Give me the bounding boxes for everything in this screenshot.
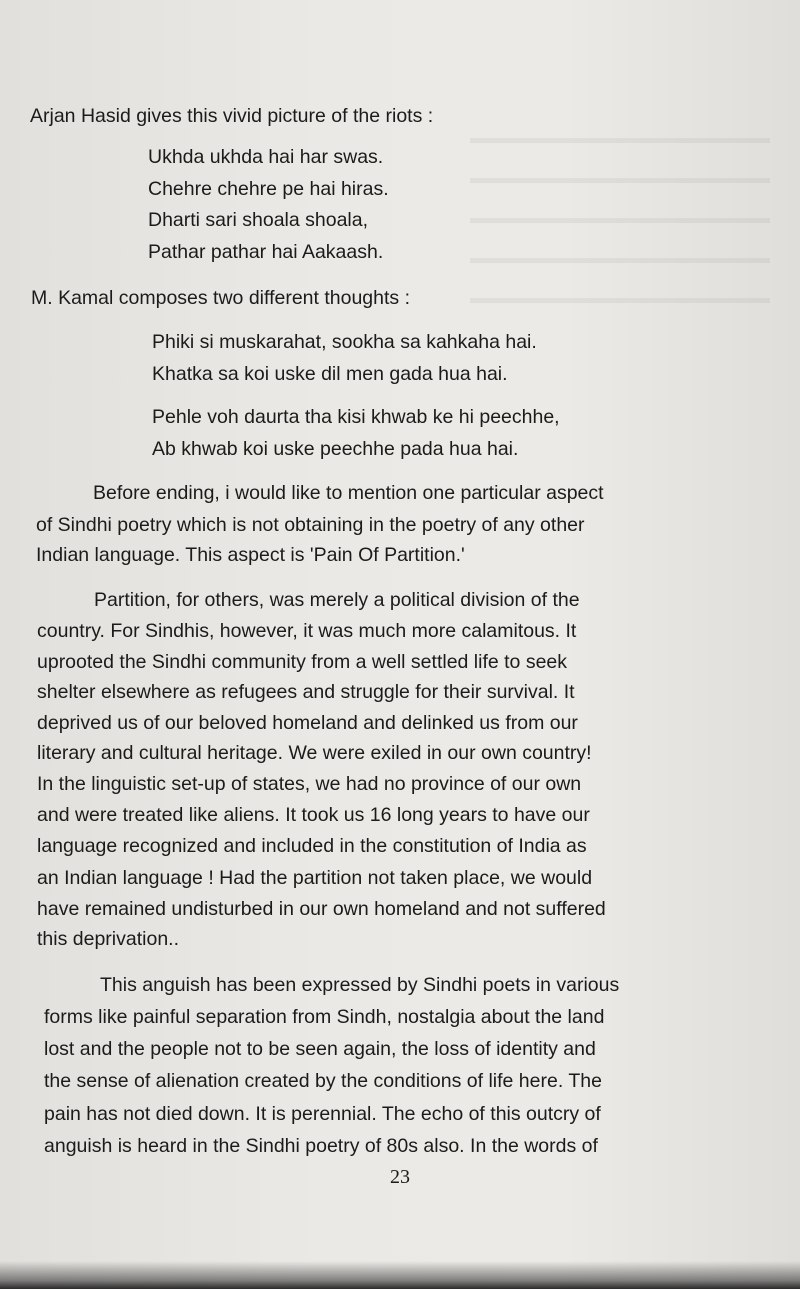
paragraph-2-line-1: Partition, for others, was merely a political division of the: [94, 589, 580, 611]
paragraph-3-line-2: forms like painful separation from Sindh, nostalgia about the land: [44, 1006, 605, 1028]
paragraph-2-line-2: country. For Sindhis, however, it was much more calamitous. It: [37, 620, 577, 642]
paragraph-3-line-4: the sense of alienation created by the conditions of life here. The: [44, 1070, 602, 1092]
verse-1-line-3: Dharti sari shoala shoala,: [148, 209, 369, 231]
paragraph-1-line-3: Indian language. This aspect is 'Pain Of Partition.': [36, 544, 465, 566]
paragraph-2-line-11: have remained undisturbed in our own homeland and not suffered: [37, 898, 606, 920]
paragraph-3-line-5: pain has not died down. It is perennial. The echo of this outcry of: [44, 1103, 601, 1125]
paragraph-2-line-5: deprived us of our beloved homeland and delinked us from our: [37, 712, 578, 734]
show-through-text: [470, 110, 770, 310]
intro-line-1: Arjan Hasid gives this vivid picture of the riots :: [30, 105, 434, 127]
verse-2-line-1: Phiki si muskarahat, sookha sa kahkaha hai.: [152, 331, 537, 353]
paragraph-1-line-2: of Sindhi poetry which is not obtaining in the poetry of any other: [36, 514, 585, 536]
paragraph-2-line-6: literary and cultural heritage. We were exiled in our own country!: [37, 742, 592, 764]
page-number: 23: [390, 1166, 410, 1188]
intro-line-2: M. Kamal composes two different thoughts :: [31, 287, 410, 309]
paragraph-2-line-10: an Indian language ! Had the partition not taken place, we would: [37, 867, 593, 889]
paragraph-2-line-4: shelter elsewhere as refugees and struggle for their survival. It: [37, 681, 575, 703]
page-edge-shadow: [0, 1261, 800, 1289]
verse-1-line-1: Ukhda ukhda hai har swas.: [148, 146, 384, 168]
paragraph-3-line-1: This anguish has been expressed by Sindhi poets in various: [100, 974, 620, 996]
verse-1-line-4: Pathar pathar hai Aakaash.: [148, 241, 384, 263]
paragraph-2-line-7: In the linguistic set-up of states, we had no province of our own: [37, 773, 582, 795]
paragraph-3-line-6: anguish is heard in the Sindhi poetry of 80s also. In the words of: [44, 1135, 598, 1157]
verse-3-line-1: Pehle voh daurta tha kisi khwab ke hi peechhe,: [152, 406, 560, 428]
verse-3-line-2: Ab khwab koi uske peechhe pada hua hai.: [152, 438, 519, 460]
verse-1-line-2: Chehre chehre pe hai hiras.: [148, 178, 389, 200]
paragraph-2-line-3: uprooted the Sindhi community from a well settled life to seek: [37, 651, 568, 673]
paragraph-1-line-1: Before ending, i would like to mention one particular aspect: [93, 482, 604, 504]
verse-2-line-2: Khatka sa koi uske dil men gada hua hai.: [152, 363, 508, 385]
paragraph-2-line-9: language recognized and included in the constitution of India as: [37, 835, 587, 857]
paragraph-2-line-8: and were treated like aliens. It took us 16 long years to have our: [37, 804, 590, 826]
paragraph-3-line-3: lost and the people not to be seen again, the loss of identity and: [44, 1038, 596, 1060]
paragraph-2-line-12: this deprivation..: [37, 928, 179, 950]
